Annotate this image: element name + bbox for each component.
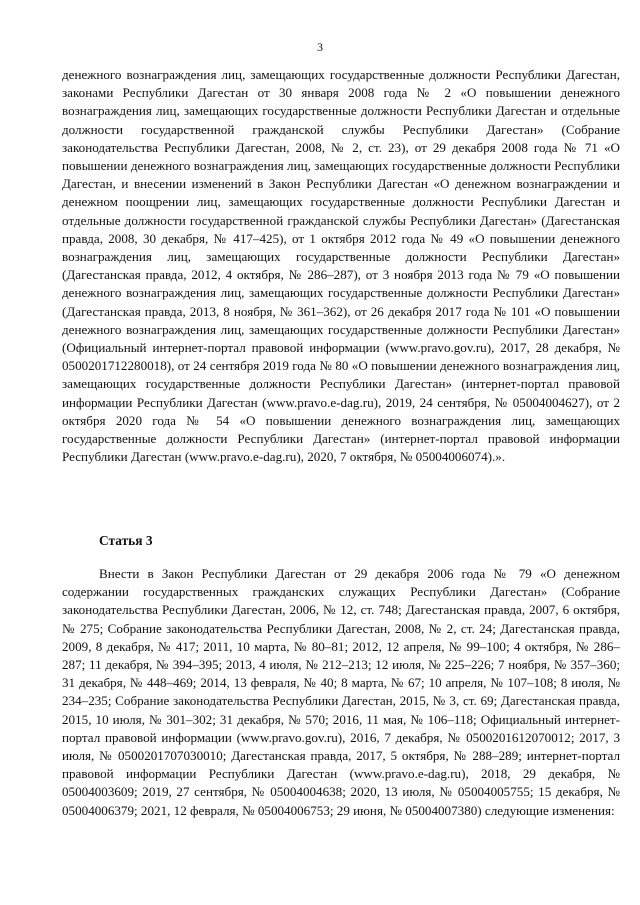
page-number: 3 [317,40,323,54]
article-heading: Статья 3 [99,533,153,548]
continued-paragraph: денежного вознаграждения лиц, замещающих государственные должности Республики Дагестан, законами Республики Дагестан от 30 января 2008 года № 2 «О повышении денежного вознаграждения лиц, замещающих государственные должности Республики Дагестан и отдельные должности государственной гражданской службы Республики Дагестан» (Собрание законодательства Республики Дагестан, 2008, № 2, ст. 23), от 29 декабря 2008 года № 71 «О повышении денежного вознаграждения лиц, замещающих государственные должности Республики Дагестан, и внесении изменений в Закон Республики Дагестан «О денежном вознаграждении и денежном поощрении лиц, замещающих государственные должности Республики Дагестан и отдельные должности государственной гражданской службы Республики Дагестан» (Дагестанская правда, 2008, 30 декабря, № 417–425), от 1 октября 2012 года № 49 «О повышении денежного вознаграждения лиц, замещающих государственные должности Республики Дагестан» (Дагестанская правда, 2012, 4 октября, № 286–287), от 3 ноября 2013 года № 79 «О повышении денежного вознаграждения лиц, замещающих государственные должности Республики Дагестан» (Дагестанская правда, 2013, 8 ноября, № 361–362), от 26 декабря 2017 года № 101 «О повышении денежного вознаграждения лиц, замещающих государственные должности Республики Дагестан» (Официальный интернет-портал правовой информации (www.pravo.gov.ru), 2017, 28 декабря, № 0500201712280018), от 24 сентября 2019 года № 80 «О повышении денежного вознаграждения лиц, замещающих государственные должности Республики Дагестан» (интернет-портал правовой информации Республики Дагестан (www.pravo.e-dag.ru), 2019, 24 сентября, № 05004004627), от 2 октября 2020 года № 54 «О повышении денежного вознаграждения лиц, замещающих государственные должности Республики Дагестан» (интернет-портал правовой информации Республики Дагестан (www.pravo.e-dag.ru), 2020, 7 октября, № 05004006074).». [62,67,620,465]
article-paragraph: Внести в Закон Республики Дагестан от 29 декабря 2006 года № 79 «О денежном содержании государственных гражданских служащих Республики Дагестан» (Собрание законодательства Республики Дагестан, 2006, № 12, ст. 748; Дагестанская правда, 2007, 6 октября, № 275; Собрание законодательства Республики Дагестан, 2008, № 2, ст. 24; Дагестанская правда, 2009, 8 декабря, № 417; 2011, 10 марта, № 80–81; 2012, 12 апреля, № 99–100; 4 октября, № 286–287; 11 декабря, № 394–395; 2013, 4 июля, № 212–213; 12 июля, № 225–226; 7 ноября, № 357–360; 31 декабря, № 448–469; 2014, 13 февраля, № 40; 8 марта, № 67; 10 апреля, № 107–108; 8 июля, № 234–235; Собрание законодательства Республики Дагестан, 2015, № 3, ст. 69; Дагестанская правда, 2015, 10 июля, № 301–302; 31 декабря, № 570; 2016, 11 мая, № 106–118; Официальный интернет-портал правовой информации (www.pravo.gov.ru), 2016, 7 декабря, № 0500201612070012; 2017, 3 июля, № 0500201707030010; Дагестанская правда, 2017, 5 октября, № 288–289; интернет-портал правовой информации Республики Дагестан (www.pravo.e-dag.ru), 2018, 29 декабря, № 05004003609; 2019, 27 сентября, № 05004004638; 2020, 13 июля, № 05004005755; 15 декабря, № 05004006379; 2021, 12 февраля, № 05004006753; 29 июня, № 05004007380) следующие изменения: [62,566,620,818]
